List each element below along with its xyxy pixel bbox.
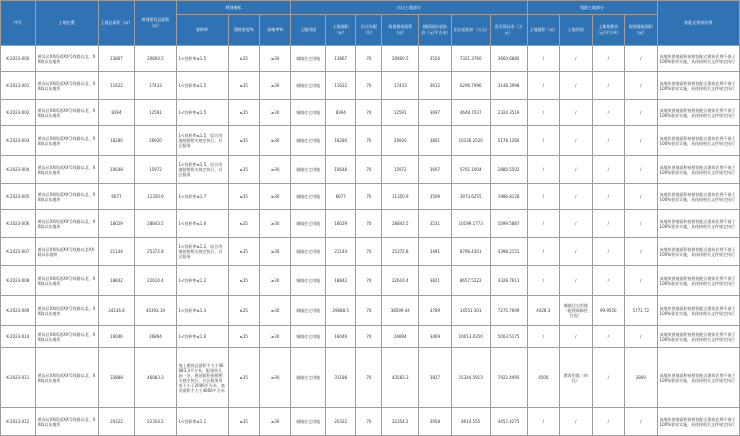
cell-t-use: 城镇住宅用地 xyxy=(291,266,326,296)
cell-t-start-price: 8796.4301 xyxy=(451,238,490,266)
cell-a-price: / xyxy=(592,210,625,238)
cell-t-floor-price: 3827 xyxy=(419,348,452,408)
cell-t-deposit: 5178.1260 xyxy=(490,126,527,156)
cell-location: 黄岛区XX街道XX号线路以北，XX路以东地块 xyxy=(35,326,98,348)
cell-t-use: 城镇住宅用地 xyxy=(291,408,326,436)
table-row xyxy=(1,210,740,238)
cell-t-area: 18842 xyxy=(326,266,356,296)
cell-t-deposit: 4457.4275 xyxy=(490,408,527,436)
cell-a-use: / xyxy=(560,408,593,436)
cell-total-area: 16046 xyxy=(98,326,135,348)
cell-location: 黄岛区XX街道XX号线路以北，XX路以东地块 xyxy=(35,266,98,296)
cell-total-build: 22610.4 xyxy=(135,266,176,296)
cell-t-area: 6677 xyxy=(326,184,356,210)
cell-green: ≥30 xyxy=(259,100,290,126)
cell-a-area: / xyxy=(527,266,560,296)
cell-a-area: 4428.3 xyxy=(527,296,560,326)
cell-t-deposit: 2324.3519 xyxy=(490,100,527,126)
cell-t-area: 16046 xyxy=(326,326,356,348)
cell-t-start-price: 8657.5222 xyxy=(451,266,490,296)
cell-code: K-2023-008 xyxy=(1,266,36,296)
cell-t-start-price: 3973.6255 xyxy=(451,184,490,210)
cell-t-years: 70 xyxy=(356,100,382,126)
cell-t-use: 城镇住宅用地 xyxy=(291,296,326,326)
header-t-deposit: 竞买保证金（万元） xyxy=(490,15,527,46)
header-t-floor-price: 楼面地价起始价（元/平方米） xyxy=(419,15,452,46)
cell-a-price: / xyxy=(592,156,625,184)
cell-location: 黄岛区XX街道XX号线路以北，XX路以东地块 xyxy=(35,408,98,436)
cell-t-deposit: 1986.8128 xyxy=(490,184,527,210)
cell-t-deposit: 2880.5502 xyxy=(490,156,527,184)
cell-density: ≤35 xyxy=(228,100,259,126)
cell-density: ≤35 xyxy=(228,266,259,296)
cell-a-use: / xyxy=(560,184,593,210)
cell-location: 黄岛区XX街道XX号线路以北，XX路以东地块 xyxy=(35,296,98,326)
cell-t-years: 70 xyxy=(356,348,382,408)
cell-green: ≥30 xyxy=(259,408,290,436)
cell-ratio: 该地块供地面积按照装配式建筑比例不低于100%要求实施，具体按相关文件规定执行 xyxy=(657,46,739,72)
cell-a-build: / xyxy=(625,156,658,184)
cell-t-start-price: 10013.0350 xyxy=(451,326,490,348)
cell-t-floor-price: 3491 xyxy=(419,238,452,266)
cell-t-build: 12591 xyxy=(382,100,419,126)
cell-a-build: / xyxy=(625,72,658,100)
cell-ratio: 该地块供地面积按照装配式建筑比例不低于100%要求实施，具体按相关文件规定执行 xyxy=(657,184,739,210)
cell-a-build: 5771.72 xyxy=(625,296,658,326)
cell-a-price: / xyxy=(592,100,625,126)
cell-a-build: / xyxy=(625,184,658,210)
cell-total-area: 18842 xyxy=(98,266,135,296)
cell-t-build: 22354.2 xyxy=(382,408,419,436)
cell-t-years: 70 xyxy=(356,326,382,348)
cell-t-start-price: 10336.2520 xyxy=(451,126,490,156)
table-row xyxy=(1,46,740,72)
cell-t-build: 43583.3 xyxy=(382,348,419,408)
cell-ratio: 该地块供地面积按照装配式建筑比例不低于100%要求实施，具体按相关文件规定执行 xyxy=(657,348,739,408)
cell-t-floor-price: 3958 xyxy=(419,408,452,436)
cell-plot-ratio: 1<容积率≤1.7 xyxy=(176,184,228,210)
cell-green: ≥30 xyxy=(259,296,290,326)
cell-t-years: 70 xyxy=(356,184,382,210)
cell-t-use: 城镇住宅用地 xyxy=(291,46,326,72)
cell-t-area: 29688.5 xyxy=(326,296,356,326)
cell-t-start-price: 14551.301 xyxy=(451,296,490,326)
cell-total-area: 18029 xyxy=(98,210,135,238)
cell-t-years: 70 xyxy=(356,72,382,100)
cell-density: ≤35 xyxy=(228,46,259,72)
header-t-area: 土地面积（㎡） xyxy=(326,15,356,46)
cell-total-area: 21144 xyxy=(98,238,135,266)
header-t-start-price: 出让起始价（万元） xyxy=(451,15,490,46)
cell-location: 黄岛区XX街道XX号线路以北，XX路以东地块 xyxy=(35,348,98,408)
cell-t-area: 8394 xyxy=(326,100,356,126)
cell-t-floor-price: 3612 xyxy=(419,72,452,100)
cell-a-use: / xyxy=(560,156,593,184)
cell-t-use: 城镇住宅用地 xyxy=(291,348,326,408)
cell-code: K-2023-000 xyxy=(1,46,36,72)
header-a-use: 土地用途 xyxy=(560,15,593,46)
cell-t-start-price: 10199.1773 xyxy=(451,210,490,238)
cell-t-start-price: 8914.555 xyxy=(451,408,490,436)
cell-a-price: 99.9550 xyxy=(592,296,625,326)
cell-t-start-price: 7321.3760 xyxy=(451,46,490,72)
header-density: 建筑密度% xyxy=(228,15,259,46)
cell-ratio: 该地块供地面积按照装配式建筑比例不低于100%要求实施，具体按相关文件规定执行 xyxy=(657,266,739,296)
cell-a-build: / xyxy=(625,100,658,126)
cell-plot-ratio: 1<容积率≤1.5 xyxy=(176,100,228,126)
cell-a-price: / xyxy=(592,126,625,156)
cell-t-years: 70 xyxy=(356,296,382,326)
cell-green: ≥30 xyxy=(259,348,290,408)
header-a-build: 规划建筑面积（㎡） xyxy=(625,15,658,46)
cell-a-area: / xyxy=(527,156,560,184)
cell-green: ≥30 xyxy=(259,72,290,100)
cell-t-area: 31188 xyxy=(326,348,356,408)
table-row xyxy=(1,100,740,126)
cell-total-area: 10648 xyxy=(98,156,135,184)
header-t-build: 规划建筑面积（㎡） xyxy=(382,15,419,46)
cell-ratio: 该地块供地面积按照装配式建筑比例不低于100%要求实施，具体按相关文件规定执行 xyxy=(657,296,739,326)
cell-t-floor-price: 3821 xyxy=(419,266,452,296)
header-a-area: 土地面积（㎡） xyxy=(527,15,560,46)
header-green: 绿地率% xyxy=(259,15,290,46)
cell-t-years: 70 xyxy=(356,408,382,436)
table-row xyxy=(1,266,740,296)
table-row xyxy=(1,72,740,100)
cell-ratio: 该地块供地面积按照装配式建筑比例不低于100%要求实施，具体按相关文件规定执行 xyxy=(657,408,739,436)
cell-total-area: 11622 xyxy=(98,72,135,100)
cell-green: ≥30 xyxy=(259,156,290,184)
cell-a-use: / xyxy=(560,126,593,156)
cell-density: ≤35 xyxy=(228,156,259,184)
cell-a-build: / xyxy=(625,210,658,238)
cell-t-floor-price: 3509 xyxy=(419,184,452,210)
cell-plot-ratio: 地上建筑总面积不大于46083.3平方米，配建幼儿园一处，规划面积按照相关规定执行，社区服务用房不小于2000平方米，商业面积不大于4000平方米 xyxy=(176,348,228,408)
cell-total-build: 25372.8 xyxy=(135,238,176,266)
header-transfer: 出让土地部分 xyxy=(291,1,527,15)
cell-t-use: 城镇住宅用地 xyxy=(291,156,326,184)
header-allocated: 划拨土地部分 xyxy=(527,1,657,15)
cell-green: ≥30 xyxy=(259,46,290,72)
cell-ratio: 该地块供地面积按照装配式建筑比例不低于100%要求实施，具体按相关文件规定执行 xyxy=(657,238,739,266)
cell-t-build: 26920 xyxy=(382,126,419,156)
cell-t-use: 城镇住宅用地 xyxy=(291,126,326,156)
cell-a-build: / xyxy=(625,238,658,266)
cell-density: ≤35 xyxy=(228,72,259,100)
cell-a-use: / xyxy=(560,100,593,126)
cell-t-area: 18280 xyxy=(326,126,356,156)
cell-green: ≥30 xyxy=(259,184,290,210)
cell-t-years: 70 xyxy=(356,238,382,266)
cell-a-price: / xyxy=(592,266,625,296)
cell-location: 黄岛区XX街道XX号线路以北XX路以东地块 xyxy=(35,238,98,266)
cell-t-build: 17433 xyxy=(382,72,419,100)
cell-t-floor-price: 3697 xyxy=(419,100,452,126)
cell-plot-ratio: 1<容积率≤1.2，综合用地按照相关规定执行，社区服务 xyxy=(176,238,228,266)
cell-a-area: / xyxy=(527,238,560,266)
cell-total-build: 11350.9 xyxy=(135,184,176,210)
cell-t-build: 15972 xyxy=(382,156,419,184)
cell-t-years: 70 xyxy=(356,126,382,156)
table-row xyxy=(1,348,740,408)
table-row xyxy=(1,408,740,436)
cell-code: K-2023-010 xyxy=(1,326,36,348)
table-row xyxy=(1,126,740,156)
cell-t-deposit: 4398.2151 xyxy=(490,238,527,266)
cell-t-floor-price: 3801 xyxy=(419,126,452,156)
cell-total-build: 20800.5 xyxy=(135,46,176,72)
cell-t-floor-price: 3520 xyxy=(419,46,452,72)
cell-location: 黄岛区XX街道XX号线路以北，XX路以东地块 xyxy=(35,184,98,210)
cell-plot-ratio: 1<容积率≤1.6 xyxy=(176,326,228,348)
cell-code: K-2023-005 xyxy=(1,184,36,210)
cell-plot-ratio: 1<容积率≤1.5，综合用地按照相关规定执行，社区服务 xyxy=(176,126,228,156)
cell-a-area: / xyxy=(527,126,560,156)
cell-total-area: 13867 xyxy=(98,46,135,72)
cell-location: 黄岛区XX街道XX号线路以北，XX路以东地块 xyxy=(35,100,98,126)
cell-total-build: 17433 xyxy=(135,72,176,100)
header-a-price: 土地划拨价（元/平方米） xyxy=(592,15,625,46)
cell-a-area: / xyxy=(527,210,560,238)
cell-total-build: 12591 xyxy=(135,100,176,126)
cell-code: K-2023-004 xyxy=(1,156,36,184)
cell-ratio: 该地块供地面积按照装配式建筑比例不低于100%要求实施，具体按相关文件规定执行 xyxy=(657,156,739,184)
cell-a-price: / xyxy=(592,348,625,408)
cell-t-use: 城镇住宅用地 xyxy=(291,72,326,100)
cell-a-build: 2800 xyxy=(625,348,658,408)
cell-total-build: 22354.2 xyxy=(135,408,176,436)
cell-a-price: / xyxy=(592,72,625,100)
table-row xyxy=(1,326,740,348)
cell-a-use: / xyxy=(560,266,593,296)
cell-a-use: / xyxy=(560,326,593,348)
cell-total-area: 18280 xyxy=(98,126,135,156)
cell-a-price: / xyxy=(592,46,625,72)
cell-location: 黄岛区XX街道XX号线路以北，XX路以东地块 xyxy=(35,126,98,156)
cell-code: K-2023-001 xyxy=(1,72,36,100)
header-ratio: 装配式建筑比例 xyxy=(657,1,739,46)
cell-green: ≥30 xyxy=(259,210,290,238)
header-plot-ratio: 容积率 xyxy=(176,15,228,46)
cell-t-use: 城镇住宅用地 xyxy=(291,184,326,210)
header-planning: 规划指标 xyxy=(176,1,291,15)
cell-total-area: 20322 xyxy=(98,408,135,436)
cell-density: ≤35 xyxy=(228,408,259,436)
cell-t-build: 22610.4 xyxy=(382,266,419,296)
cell-ratio: 该地块供地面积按照装配式建筑比例不低于100%要求实施，具体按相关文件规定执行 xyxy=(657,210,739,238)
cell-a-price: / xyxy=(592,326,625,348)
header-seq: 序号 xyxy=(1,1,36,46)
cell-code: K-2023-003 xyxy=(1,126,36,156)
cell-t-deposit: 7275.7609 xyxy=(490,296,527,326)
cell-a-use: 教育用地（幼托） xyxy=(560,348,593,408)
cell-t-area: 20322 xyxy=(326,408,356,436)
cell-code: K-2023-002 xyxy=(1,100,36,126)
cell-density: ≤35 xyxy=(228,296,259,326)
cell-plot-ratio: 1<容积率≤1.5，综合用地按照相关规定执行，社区服务 xyxy=(176,156,228,184)
table-row xyxy=(1,156,740,184)
header-total-area: 土地总面积（㎡） xyxy=(98,1,135,46)
cell-density: ≤35 xyxy=(228,126,259,156)
cell-total-area: 33888 xyxy=(98,348,135,408)
cell-plot-ratio: 1<容积率≤1.5 xyxy=(176,46,228,72)
cell-a-area: / xyxy=(527,100,560,126)
cell-a-area: 4500 xyxy=(527,348,560,408)
cell-a-build: / xyxy=(625,46,658,72)
cell-a-use: / xyxy=(560,210,593,238)
cell-total-build: 44393.19 xyxy=(135,296,176,326)
cell-t-years: 70 xyxy=(356,266,382,296)
cell-t-build: 20800.5 xyxy=(382,46,419,72)
cell-t-deposit: 3660.6880 xyxy=(490,46,527,72)
cell-plot-ratio: 1<容积率≤1.5 xyxy=(176,72,228,100)
cell-t-build: 26894 xyxy=(382,326,419,348)
cell-t-deposit: 5003.5175 xyxy=(490,326,527,348)
cell-t-floor-price: 3469 xyxy=(419,326,452,348)
cell-t-floor-price: 3531 xyxy=(419,210,452,238)
cell-total-build: 15972 xyxy=(135,156,176,184)
table-row xyxy=(1,296,740,326)
cell-code: K-2023-009 xyxy=(1,296,36,326)
cell-total-build: 26920 xyxy=(135,126,176,156)
cell-total-build: 26894 xyxy=(135,326,176,348)
cell-a-use: / xyxy=(560,238,593,266)
cell-a-area: / xyxy=(527,184,560,210)
cell-location: 黄岛区XX街道XX号线路以北，XX路以东地块 xyxy=(35,72,98,100)
header-location: 土地位置 xyxy=(35,1,98,46)
cell-a-price: / xyxy=(592,184,625,210)
cell-a-use: / xyxy=(560,72,593,100)
cell-t-years: 70 xyxy=(356,46,382,72)
cell-t-area: 11622 xyxy=(326,72,356,100)
cell-density: ≤35 xyxy=(228,326,259,348)
header-total-build: 规划建设总面积（㎡） xyxy=(135,1,176,46)
cell-a-build: / xyxy=(625,408,658,436)
cell-t-start-price: 4648.7037 xyxy=(451,100,490,126)
cell-a-build: / xyxy=(625,126,658,156)
cell-t-floor-price: 3789 xyxy=(419,296,452,326)
cell-t-area: 18029 xyxy=(326,210,356,238)
cell-t-area: 21144 xyxy=(326,238,356,266)
cell-t-use: 城镇住宅用地 xyxy=(291,210,326,238)
cell-t-use: 城镇住宅用地 xyxy=(291,238,326,266)
cell-a-area: / xyxy=(527,408,560,436)
cell-plot-ratio: 1<容积率≤1.3 xyxy=(176,296,228,326)
cell-a-area: / xyxy=(527,326,560,348)
header-t-years: 出让年限（年） xyxy=(356,15,382,46)
cell-t-start-price: 5761.1004 xyxy=(451,156,490,184)
cell-t-years: 70 xyxy=(356,156,382,184)
cell-density: ≤35 xyxy=(228,348,259,408)
cell-green: ≥30 xyxy=(259,126,290,156)
cell-ratio: 该地块供地面积按照装配式建筑比例不低于100%要求实施，具体按相关文件规定执行 xyxy=(657,100,739,126)
cell-location: 黄岛区XX街道XX号线路以北，XX路以东地块 xyxy=(35,46,98,72)
cell-code: K-2023-012 xyxy=(1,408,36,436)
cell-ratio: 该地块供地面积按照装配式建筑比例不低于100%要求实施，具体按相关文件规定执行 xyxy=(657,72,739,100)
cell-code: K-2023-011 xyxy=(1,348,36,408)
cell-ratio: 该地块供地面积按照装配式建筑比例不低于100%要求实施，具体按相关文件规定执行 xyxy=(657,326,739,348)
cell-a-price: / xyxy=(592,408,625,436)
cell-t-start-price: 6296.7996 xyxy=(451,72,490,100)
cell-a-price: / xyxy=(592,238,625,266)
cell-a-use: / xyxy=(560,46,593,72)
cell-t-start-price: 15344.5913 xyxy=(451,348,490,408)
cell-location: 黄岛区XX街道XX号线路以北，XX路以东地块 xyxy=(35,210,98,238)
cell-total-build: 28843.5 xyxy=(135,210,176,238)
cell-t-build: 28843.5 xyxy=(382,210,419,238)
cell-a-build: / xyxy=(625,326,658,348)
cell-green: ≥30 xyxy=(259,326,290,348)
cell-total-area: 6677 xyxy=(98,184,135,210)
cell-a-build: / xyxy=(625,266,658,296)
cell-t-use: 城镇住宅用地 xyxy=(291,326,326,348)
cell-plot-ratio: 1<容积率≤1.1 xyxy=(176,408,228,436)
cell-plot-ratio: 1<容积率≤1.2 xyxy=(176,266,228,296)
cell-a-use: 城镇住宅用地（配建保障性住房） xyxy=(560,296,593,326)
cell-green: ≥30 xyxy=(259,238,290,266)
cell-location: 黄岛区XX街道XX号线路以北，XX路以东地块 xyxy=(35,156,98,184)
cell-green: ≥30 xyxy=(259,266,290,296)
cell-a-area: / xyxy=(527,46,560,72)
cell-t-deposit: 5099.5887 xyxy=(490,210,527,238)
cell-density: ≤35 xyxy=(228,238,259,266)
cell-t-floor-price: 3607 xyxy=(419,156,452,184)
cell-total-area: 34136.8 xyxy=(98,296,135,326)
cell-a-area: / xyxy=(527,72,560,100)
cell-t-build: 25372.8 xyxy=(382,238,419,266)
cell-ratio: 该地块供地面积按照装配式建筑比例不低于100%要求实施，具体按相关文件规定执行 xyxy=(657,126,739,156)
cell-total-area: 8394 xyxy=(98,100,135,126)
cell-t-build: 38599.44 xyxy=(382,296,419,326)
cell-t-area: 10648 xyxy=(326,156,356,184)
cell-plot-ratio: 1<容积率≤1.6 xyxy=(176,210,228,238)
cell-t-deposit: 4328.7611 xyxy=(490,266,527,296)
table-row xyxy=(1,184,740,210)
cell-total-build: 46083.3 xyxy=(135,348,176,408)
cell-t-deposit: 3148.3998 xyxy=(490,72,527,100)
header-t-use: 土地用途 xyxy=(291,15,326,46)
cell-density: ≤35 xyxy=(228,184,259,210)
table-row xyxy=(1,238,740,266)
cell-t-years: 70 xyxy=(356,210,382,238)
cell-density: ≤35 xyxy=(228,210,259,238)
cell-t-area: 13867 xyxy=(326,46,356,72)
cell-t-build: 11350.9 xyxy=(382,184,419,210)
cell-t-deposit: 7922.4495 xyxy=(490,348,527,408)
cell-t-use: 城镇住宅用地 xyxy=(291,100,326,126)
cell-code: K-2023-007 xyxy=(1,238,36,266)
cell-code: K-2023-006 xyxy=(1,210,36,238)
